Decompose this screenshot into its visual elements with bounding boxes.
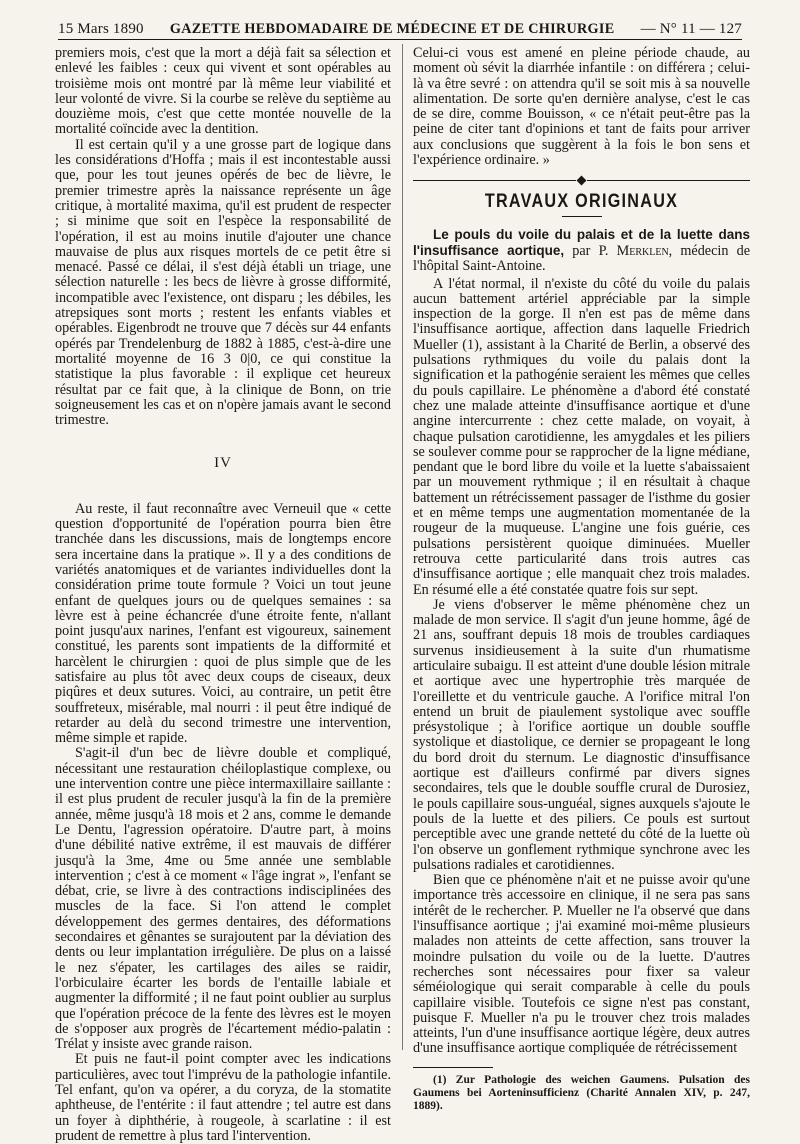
section-numeral: IV [214, 455, 232, 472]
left-column [55, 45, 391, 1144]
byline-suffix: , médecin de l'hôpital Saint-Antoine. [413, 242, 750, 275]
paragraph: S'agit-il d'un bec de lièvre double et compliqué, nécessitant une restauration chéiloplastique complexe, ou une intervention contre une pièce intermaxillaire saillante : il est plus prudent de reculer jusqu'à la fin de la première année, même jusqu'à 18 mois et 2 ans, comme le demande Le Dentu, l'agression opératoire. D'autre part, à moins d'une débilité native extrême, il est mauvais de différer jusqu'à la 3me, 4me ou 5me année une semblable intervention ; c'est à ce moment « l'âge ingrat », l'enfant se débat, crie, se livre à des contractions indisciplinées des muscles de la face. Si l'on attend le complet développement des germes dentaires, des déformations secondaires et gênantes se surajoutent par la déviation des dents ou leur implantation irrégulière. De plus on a laissé le nez s'épater, les cartilages des ailes se raidir, l'orbiculaire écarter les bords de l'entaille labiale et augmenter la difformité ; il ne faut point oublier au surplus que l'opération précoce de la fente des lèvres est le moyen de s'opposer aux progrès de l'écartement médio-palatin : Trélat y insiste avec grande raison. [55, 745, 391, 1053]
footnote-rule [413, 1067, 493, 1068]
paragraph: A l'état normal, il n'existe du côté du voile du palais aucun battement artériel appréciable par la simple inspection de la gorge. Il n'en est pas de même dans l'insuffisance aortique, affection dans laquelle Friedrich Mueller (1), assistant à la Charité de Berlin, a observé des pulsations rythmiques du voile du palais dont la signification et la pathogénie seraient les mêmes que celles du pouls capillaire. Le phénomène a d'abord été constaté chez une malade atteinte d'insuffisance aortique et d'une angine intercurrente : chez cette malade, on voyait, à chaque pulsation carotidienne, les amygdales et les piliers se soulever comme pour se rapprocher de la ligne médiane, pendant que le bord libre du voile et la luette s'abaissaient par un mouvement rythmique ; il en résultait à chaque battement un rétrécissement passager de l'isthme du gosier et en même temps une augmentation momentanée de la rougeur de la muqueuse. L'angine une fois guérie, ces pulsations persistèrent quoique diminuées. Mueller retrouva cette particularité dans trois autres cas d'insuffisance aortique ; elle manquait chez trois malades. En résumé elle a été constatée quatre fois sur sept. [413, 275, 750, 598]
paragraph: Il est certain qu'il y a une grosse part de logique dans les considérations d'Hoffa ; mais il est incontestable aussi que, pour les tout jeunes opérés de bec de lièvre, le premier trimestre après la naissance représente un âge critique, à mortalité maxima, qu'il est prudent de respecter ; si minime que soit en l'espèce la responsabilité de l'opération, il est au moins inutile d'ajouter une chance mauvaise de plus aux risques mortels de ce petit être si menacé. Passé ce délai, il s'est déjà établi un triage, une sélection naturelle : les becs de lièvre à grosse difformité, incompatible avec l'existence, ont disparu ; les débiles, les atrepsiques sont morts ; restent les enfants viables et opérables. Eigenbrodt ne trouve que 7 décès sur 44 enfants opérés par Trendelenburg de 1882 à 1885, c'est-à-dire une mortalité moyenne de 16 3 0|0, ce qui constitue la statistique la plus favorable : il explique cet heureux résultat par ce fait que, à la clinique de Bonn, on trie soigneusement les cas et on n'opère jamais avant le second trimestre. [55, 136, 391, 429]
running-header [58, 14, 742, 38]
paragraph: Au reste, il faut reconnaître avec Verneuil que « cette question d'opportunité de l'opération pourra bien être tranchée dans les discussions, mais de longtemps encore sera incertaine dans la pratique ». Il y a des conditions de variétés anatomiques et de variantes individuelles dont la considération prime toute formule ? Voici un tout jeune enfant de quelques jours ou de quelques semaines : sa lèvre est à peine échancrée d'une étroite fente, n'allant point jusqu'aux narines, l'enfant est vigoureux, sainement constitué, les parents sont impatients de la difformité et harcèlent le chirurgien : quoi de plus simple que de les satisfaire au plus tôt avec deux coups de ciseaux, deux piqûres et deux sutures. Voici, au contraire, un petit être souffreteux, misérable, mal nourri : il peut être indiqué de retarder au delà du second trimestre une intervention, même simple et rapide. [55, 500, 391, 747]
journal-title: GAZETTE HEBDOMADAIRE DE MÉDECINE ET DE CHIRURGIE [169, 21, 615, 37]
paragraph: premiers mois, c'est que la mort a déjà fait sa sélection et enlevé les faibles : ceux qui vivent et sont opérables au troisième mois ont montré par là même leur viabilité et leur volonté de vivre. Si la courbe se relève du septième au douzième mois, c'est que cette montée nouvelle de la mortalité coïncide avec la dentition. [55, 45, 391, 138]
separator-line [413, 180, 576, 181]
paragraph: Bien que ce phénomène n'ait et ne puisse avoir qu'une importance très accessoire en clinique, il ne sera pas sans intérêt de le rechercher. P. Mueller ne l'a observé que dans l'insuffisance aortique ; j'ai examiné moi-même plusieurs malades non atteints de cette affection, sans trouver la moindre pulsation du voile ou de la luette. D'autres recherches sont nécessaires pour fixer sa valeur séméiologique qui serait comparable à celle du pouls capillaire visible. Toutefois ce signe n'est pas constant, puisque F. Mueller n'a pu le trouver chez trois malades atteints, l'un d'une insuffisance aortique légère, deux autres d'une insuffisance aortique compliquée de rétrécissement [413, 872, 750, 1057]
footnote: (1) Zur Pathologie des weichen Gaumens. Pulsation des Gaumens bei Aorteninsufficienz (Charité Annalen XIV, p. 247, 1889). [413, 1073, 750, 1112]
article-heading [413, 227, 750, 275]
article-title: Le pouls du voile du palais et de la luette dans l'insuffisance aortique, [413, 226, 750, 258]
header-rule [58, 39, 742, 40]
issue-date: 15 Mars 1890 [58, 21, 144, 37]
right-column [413, 45, 750, 1112]
author-name: Merklen [616, 242, 669, 259]
section-title: TRAVAUX ORIGINAUX [484, 191, 679, 213]
paragraph: Et puis ne faut-il point compter avec les indications particulières, avec tout l'imprévu de la pathologie infantile. Tel enfant, qu'on va opérer, a du coryza, de la stomatite aphtheuse, de l'entérite : il faut attendre ; tel autre est dans un foyer à diphthérie, à rougeole, à scarlatine : il est prudent de remettre à plus tard l'intervention. [55, 1051, 391, 1144]
diamond-ornament-icon [577, 176, 587, 186]
title-rule [562, 216, 602, 217]
separator-line [587, 180, 750, 181]
issue-page-number: — N° 11 — 127 [640, 21, 742, 37]
paragraph: Celui-ci vous est amené en pleine période chaude, au moment où sévit la diarrhée infantile : on différera ; celui-là va être sevré : on attendra qu'il se soit mis à sa nouvelle alimentation. De sorte qu'en dernière analyse, c'est le cas de se dire, comme Bouisson, « ce n'était peut-être pas la peine de citer tant d'opinions et tant de faits pour arriver aux conclusions que suggèrent à la fois le bon sens et l'expérience ordinaire. » [413, 45, 750, 169]
byline-prefix: par P. [572, 242, 609, 259]
paragraph: Je viens d'observer le même phénomène chez un malade de mon service. Il s'agit d'un jeune homme, âgé de 21 ans, souffrant depuis 18 mois de troubles cardiaques survenus insidieusement à la suite d'un rhumatisme articulaire subaigu. Il est atteint d'une double lésion mitrale et aortique avec une hypertrophie très marquée de l'oreillette et du ventricule gauche. A l'orifice mitral l'on entend un bruit de piaulement systolique avec souffle présystolique ; à l'orifice aortique un double souffle systolique et diastolique, ce dernier se propageant le long du bord droit du sternum. Le diagnostic d'insuffisance aortique est d'ailleurs confirmé par divers signes secondaires, tels que le double souffle crural de Durosiez, le pouls capillaire sous-unguéal, signes auxquels s'ajoute le pouls de la luette et des piliers. Ce pouls est surtout perceptible avec une grande netteté du côté de la luette où l'on observe un gonflement rythmique synchrone avec les pulsations radiales et carotidiennes. [413, 596, 750, 873]
column-divider [402, 44, 403, 1050]
ornamental-separator [413, 177, 750, 184]
